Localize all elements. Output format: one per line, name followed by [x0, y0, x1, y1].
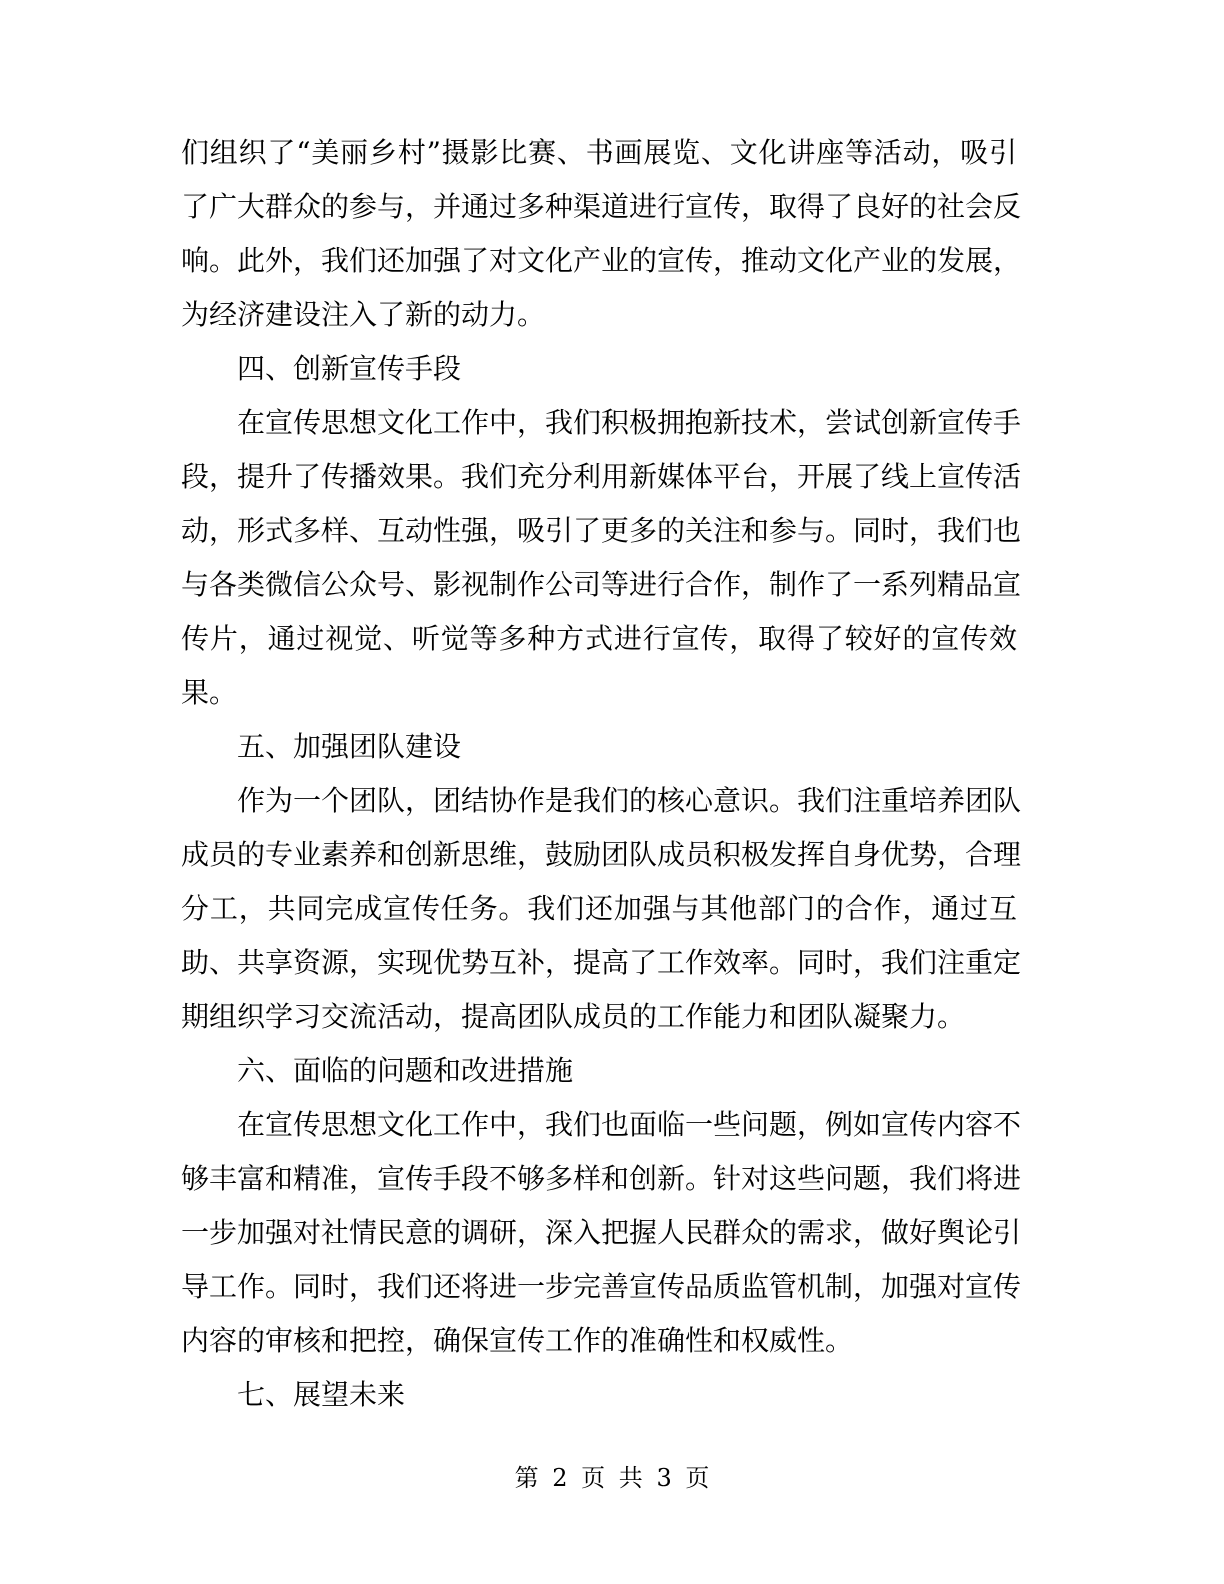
page-footer: 第 2 页 共 3 页 [514, 1464, 710, 1492]
section-heading: 五、加强团队建设 [237, 730, 462, 763]
text-line: 段，提升了传播效果。我们充分利用新媒体平台，开展了线上宣传活 [181, 460, 1022, 493]
document-body [181, 126, 1022, 1422]
paragraph [181, 774, 1022, 1044]
section-heading: 六、面临的问题和改进措施 [237, 1054, 574, 1087]
text-line: 期组织学习交流活动，提高团队成员的工作能力和团队凝聚力。 [181, 1000, 966, 1033]
text-line: 助、共享资源，实现优势互补，提高了工作效率。同时，我们注重定 [181, 946, 1022, 979]
text-line: 与各类微信公众号、影视制作公司等进行合作，制作了一系列精品宣 [181, 568, 1022, 601]
paragraph-continued [181, 126, 1022, 342]
section-heading: 四、创新宣传手段 [237, 352, 462, 385]
text-line: 了广大群众的参与，并通过多种渠道进行宣传，取得了良好的社会反 [181, 190, 1022, 223]
text-line: 导工作。同时，我们还将进一步完善宣传品质监管机制，加强对宣传 [181, 1270, 1022, 1303]
paragraph [181, 396, 1022, 720]
text-line: 为经济建设注入了新的动力。 [181, 298, 546, 331]
text-line: 在宣传思想文化工作中，我们也面临一些问题，例如宣传内容不 [237, 1108, 1022, 1141]
text-line: 内容的审核和把控，确保宣传工作的准确性和权威性。 [181, 1324, 854, 1357]
text-line: 传片，通过视觉、听觉等多种方式进行宣传，取得了较好的宣传效 [181, 622, 1017, 655]
text-line: 响。此外，我们还加强了对文化产业的宣传，推动文化产业的发展， [181, 244, 1022, 277]
text-line: 作为一个团队，团结协作是我们的核心意识。我们注重培养团队 [237, 784, 1022, 817]
section-heading: 七、展望未来 [237, 1378, 406, 1411]
text-line: 果。 [181, 676, 238, 709]
text-line: 够丰富和精准，宣传手段不够多样和创新。针对这些问题，我们将进 [181, 1162, 1022, 1195]
paragraph [181, 1098, 1022, 1368]
text-line: 一步加强对社情民意的调研，深入把握人民群众的需求，做好舆论引 [181, 1216, 1022, 1249]
text-line: 在宣传思想文化工作中，我们积极拥抱新技术，尝试创新宣传手 [237, 406, 1022, 439]
text-line: 们组织了“美丽乡村”摄影比赛、书画展览、文化讲座等活动，吸引 [181, 136, 1017, 169]
text-line: 动，形式多样、互动性强，吸引了更多的关注和参与。同时，我们也 [181, 514, 1022, 547]
text-line: 分工，共同完成宣传任务。我们还加强与其他部门的合作，通过互 [181, 892, 1017, 925]
text-line: 成员的专业素养和创新思维，鼓励团队成员积极发挥自身优势，合理 [181, 838, 1022, 871]
